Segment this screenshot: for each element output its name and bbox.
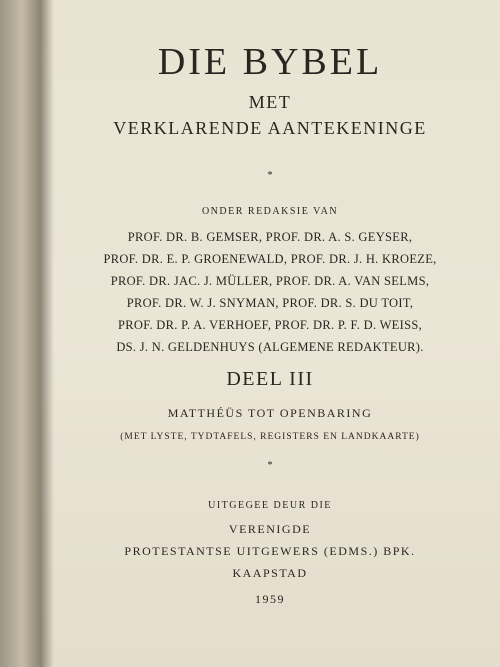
ornament-star: *: [267, 170, 273, 181]
editor-line: PROF. DR. W. J. SNYMAN, PROF. DR. S. DU TOIT,: [126, 296, 414, 310]
volume-note: (MET LYSTE, TYDTAFELS, REGISTERS EN LANDKAARTE): [120, 432, 420, 442]
editor-line: DS. J. N. GELDENHUYS (ALGEMENE REDAKTEUR).: [116, 340, 424, 354]
book-title: DIE BYBEL: [157, 41, 383, 83]
editors-heading: ONDER REDAKSIE VAN: [201, 206, 339, 217]
ornament-star: *: [267, 460, 273, 471]
subtitle-met: MET: [248, 92, 292, 112]
publisher-intro: UITGEGEE DEUR DIE: [208, 500, 332, 511]
volume-subtitle: MATTHÉÜS TOT OPENBARING: [167, 406, 373, 420]
editor-line: PROF. DR. P. A. VERHOEF, PROF. DR. P. F. D. WEISS,: [117, 318, 423, 332]
book-subtitle: VERKLARENDE AANTEKENINGE: [113, 118, 427, 138]
title-page-content: [40, 0, 500, 667]
publisher-line: KAAPSTAD: [232, 566, 308, 580]
publication-year: 1959: [255, 592, 285, 606]
volume-title: DEEL III: [226, 368, 314, 390]
editor-line: PROF. DR. E. P. GROENEWALD, PROF. DR. J. H. KROEZE,: [103, 252, 437, 266]
publisher-line: VERENIGDE: [228, 522, 312, 536]
facing-page-edge: [0, 0, 40, 667]
editor-line: PROF. DR. B. GEMSER, PROF. DR. A. S. GEYSER,: [127, 230, 413, 244]
editor-line: PROF. DR. JAC. J. MÜLLER, PROF. DR. A. VAN SELMS,: [110, 274, 430, 288]
publisher-line: PROTESTANTSE UITGEWERS (EDMS.) BPK.: [124, 544, 416, 558]
